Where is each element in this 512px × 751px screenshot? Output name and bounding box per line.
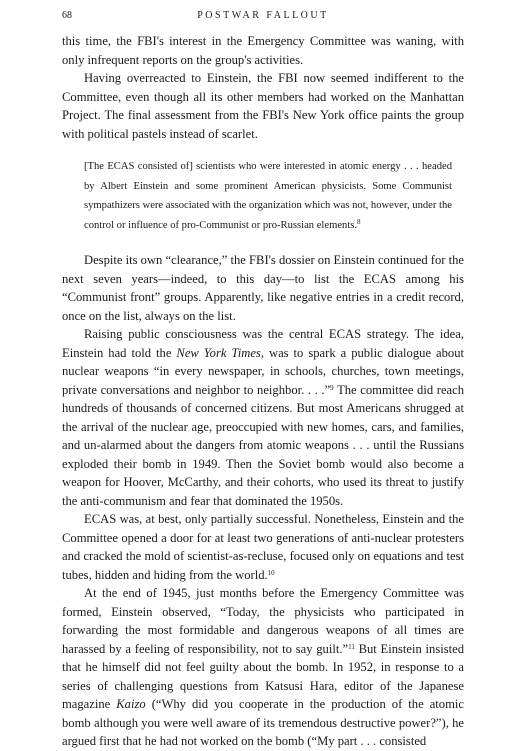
paragraph: Having overreacted to Einstein, the FBI now seemed indifferent to the Committee, even though all its other members had worked on the Manhattan Project. The final assessment from the FBI's New York office paints the group with political pastels instead of scarlet.	[62, 71, 464, 141]
text-run: ECAS was, at best, only partially successful. Nonetheless, Einstein and the Committee opened a door for at least two generations of anti-nuclear protesters and cracked the mold of scientist-as-recluse, focused only on equations and test tubes, hidden and hiding from the world.	[62, 512, 464, 582]
footnote-marker: 9	[330, 383, 334, 392]
body-text	[62, 32, 464, 751]
magazine-title: Kaizo	[116, 697, 146, 711]
paragraph: Despite its own “clearance,” the FBI's dossier on Einstein continued for the next seven years—indeed, to this day—to list the ECAS among his “Communist front” groups. Apparently, like negative entries in a credit record, once on the list, always on the list.	[62, 253, 464, 323]
page-number: 68	[62, 10, 72, 21]
footnote-marker: 8	[357, 217, 361, 226]
text-run: At the end of 1945, just months before the Emergency Committee was formed, Einstein observed, “Today, the physicists who participated in forwarding the most formidable and dangerous weapons of all times are harassed by a feeling of responsibility, not to say guilt.”	[62, 586, 464, 656]
text-run: , was to spark a public dialogue about nuclear weapons “in every newspaper, in schools, churches, town meetings, private conversations and neighbor to neighbor. . . .”	[62, 345, 465, 397]
running-header	[62, 9, 464, 23]
footnote-marker: 10	[267, 568, 275, 577]
paragraph	[62, 510, 464, 584]
publication-title: New York Times	[176, 345, 261, 360]
text-run: (“Why did you cooperate in the production of the atomic bomb although you were well aware of its tremendous destructive power?”), he argued first that he had not worked on the bomb (“My part . . . consisted	[62, 697, 464, 748]
footnote-marker: 11	[348, 642, 355, 651]
running-title: POSTWAR FALLOUT	[197, 10, 329, 21]
paragraph	[62, 584, 464, 751]
text-run: Raising public consciousness was the central ECAS strategy. The idea, Einstein had told the	[62, 327, 464, 360]
text-run: But Einstein insisted that he himself did not feel guilty about the bomb. In 1952, in response to a series of challenging questions from Katsusi Hara, editor of the Japanese magazine	[62, 641, 465, 711]
quote-text: [The ECAS consisted of] scientists who were interested in atomic energy . . . headed by Albert Einstein and some prominent American physicists. Some Communist sympathizers were associated with the organization which was not, however, under the control or influence of pro-Communist or pro-Russian elements.	[84, 161, 452, 231]
block-quote	[84, 157, 452, 235]
paragraph: this time, the FBI's interest in the Emergency Committee was waning, with only infrequent reports on the group's activities.	[62, 34, 464, 67]
paragraph	[62, 325, 464, 510]
text-run: The committee did reach hundreds of thousands of concerned citizens. But most Americans shrugged at the arrival of the nuclear age, preoccupied with new homes, cars, and families, and un-alarmed about the dangers from atomic weapons . . . until the Russians exploded their bomb in 1949. Then the Soviet bomb would also become a weapon for Hoover, McCarthy, and their cohorts, who used its threat to justify the anti-communism and fear that dominated the 1950s.	[62, 382, 465, 508]
